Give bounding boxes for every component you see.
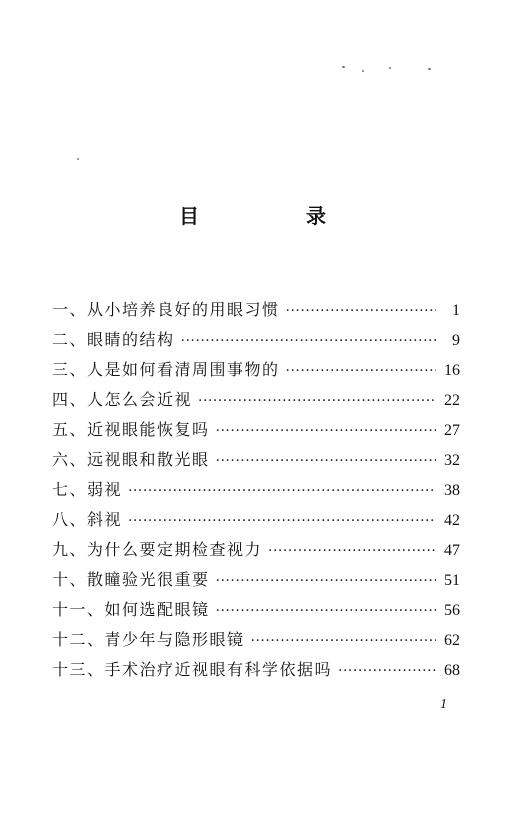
toc-entry-title: 六、远视眼和散光眼 (52, 450, 210, 469)
toc-entry-title: 十二、青少年与隐形眼镜 (52, 630, 245, 649)
toc-entry[interactable] (52, 597, 460, 627)
toc-entry-title: 十一、如何选配眼镜 (52, 600, 210, 619)
toc-entry-page: 42 (444, 512, 460, 529)
toc-entry[interactable] (52, 477, 460, 507)
scan-speck (77, 158, 79, 160)
leader-dots (216, 453, 436, 469)
leader-dots (286, 363, 436, 379)
toc-entry-title: 十三、手术治疗近视眼有科学依据吗 (52, 660, 333, 679)
toc-entry-title: 四、人怎么会近视 (52, 390, 193, 409)
leader-dots (128, 513, 436, 529)
toc-entry-page: 51 (444, 572, 460, 589)
toc-entry[interactable] (52, 507, 460, 537)
toc-entry-title: 二、眼睛的结构 (52, 330, 175, 349)
toc-entry-page: 9 (452, 332, 460, 349)
leader-dots (216, 573, 436, 589)
toc-entry-page: 32 (444, 452, 460, 469)
toc-entry-page: 68 (444, 662, 460, 679)
leader-dots (198, 393, 436, 409)
leader-dots (268, 543, 436, 559)
leader-dots (216, 423, 436, 439)
toc-entry-title: 九、为什么要定期检查视力 (52, 540, 263, 559)
table-of-contents (52, 297, 460, 687)
toc-entry[interactable] (52, 357, 460, 387)
toc-entry-page: 16 (444, 362, 460, 379)
leader-dots (216, 603, 436, 619)
toc-entry-page: 38 (444, 482, 460, 499)
scan-speck (428, 68, 431, 70)
page-title: 目 录 (179, 204, 376, 228)
toc-entry[interactable] (52, 657, 460, 687)
toc-entry-page: 27 (444, 422, 460, 439)
toc-entry-title: 八、斜视 (52, 510, 123, 529)
toc-entry-title: 十、散瞳验光很重要 (52, 570, 210, 589)
toc-entry-title: 一、从小培养良好的用眼习惯 (52, 300, 280, 319)
toc-entry[interactable] (52, 537, 460, 567)
toc-entry[interactable] (52, 447, 460, 477)
toc-entry-page: 1 (452, 302, 460, 319)
toc-entry-title: 五、近视眼能恢复吗 (52, 420, 210, 439)
toc-entry[interactable] (52, 327, 460, 357)
toc-entry[interactable] (52, 297, 460, 327)
scan-speck (362, 70, 364, 72)
page-number: 1 (440, 697, 447, 712)
leader-dots (338, 663, 436, 679)
toc-entry-title: 三、人是如何看清周围事物的 (52, 360, 280, 379)
leader-dots (251, 633, 436, 649)
scan-speck (389, 67, 391, 69)
scan-speck (342, 66, 345, 68)
toc-entry[interactable] (52, 627, 460, 657)
leader-dots (286, 303, 436, 319)
leader-dots (181, 333, 436, 349)
toc-entry-page: 56 (444, 602, 460, 619)
toc-entry[interactable] (52, 417, 460, 447)
leader-dots (128, 483, 436, 499)
toc-entry[interactable] (52, 387, 460, 417)
toc-entry[interactable] (52, 567, 460, 597)
toc-entry-page: 47 (444, 542, 460, 559)
toc-entry-page: 62 (444, 632, 460, 649)
toc-entry-title: 七、弱视 (52, 480, 123, 499)
toc-entry-page: 22 (444, 392, 460, 409)
